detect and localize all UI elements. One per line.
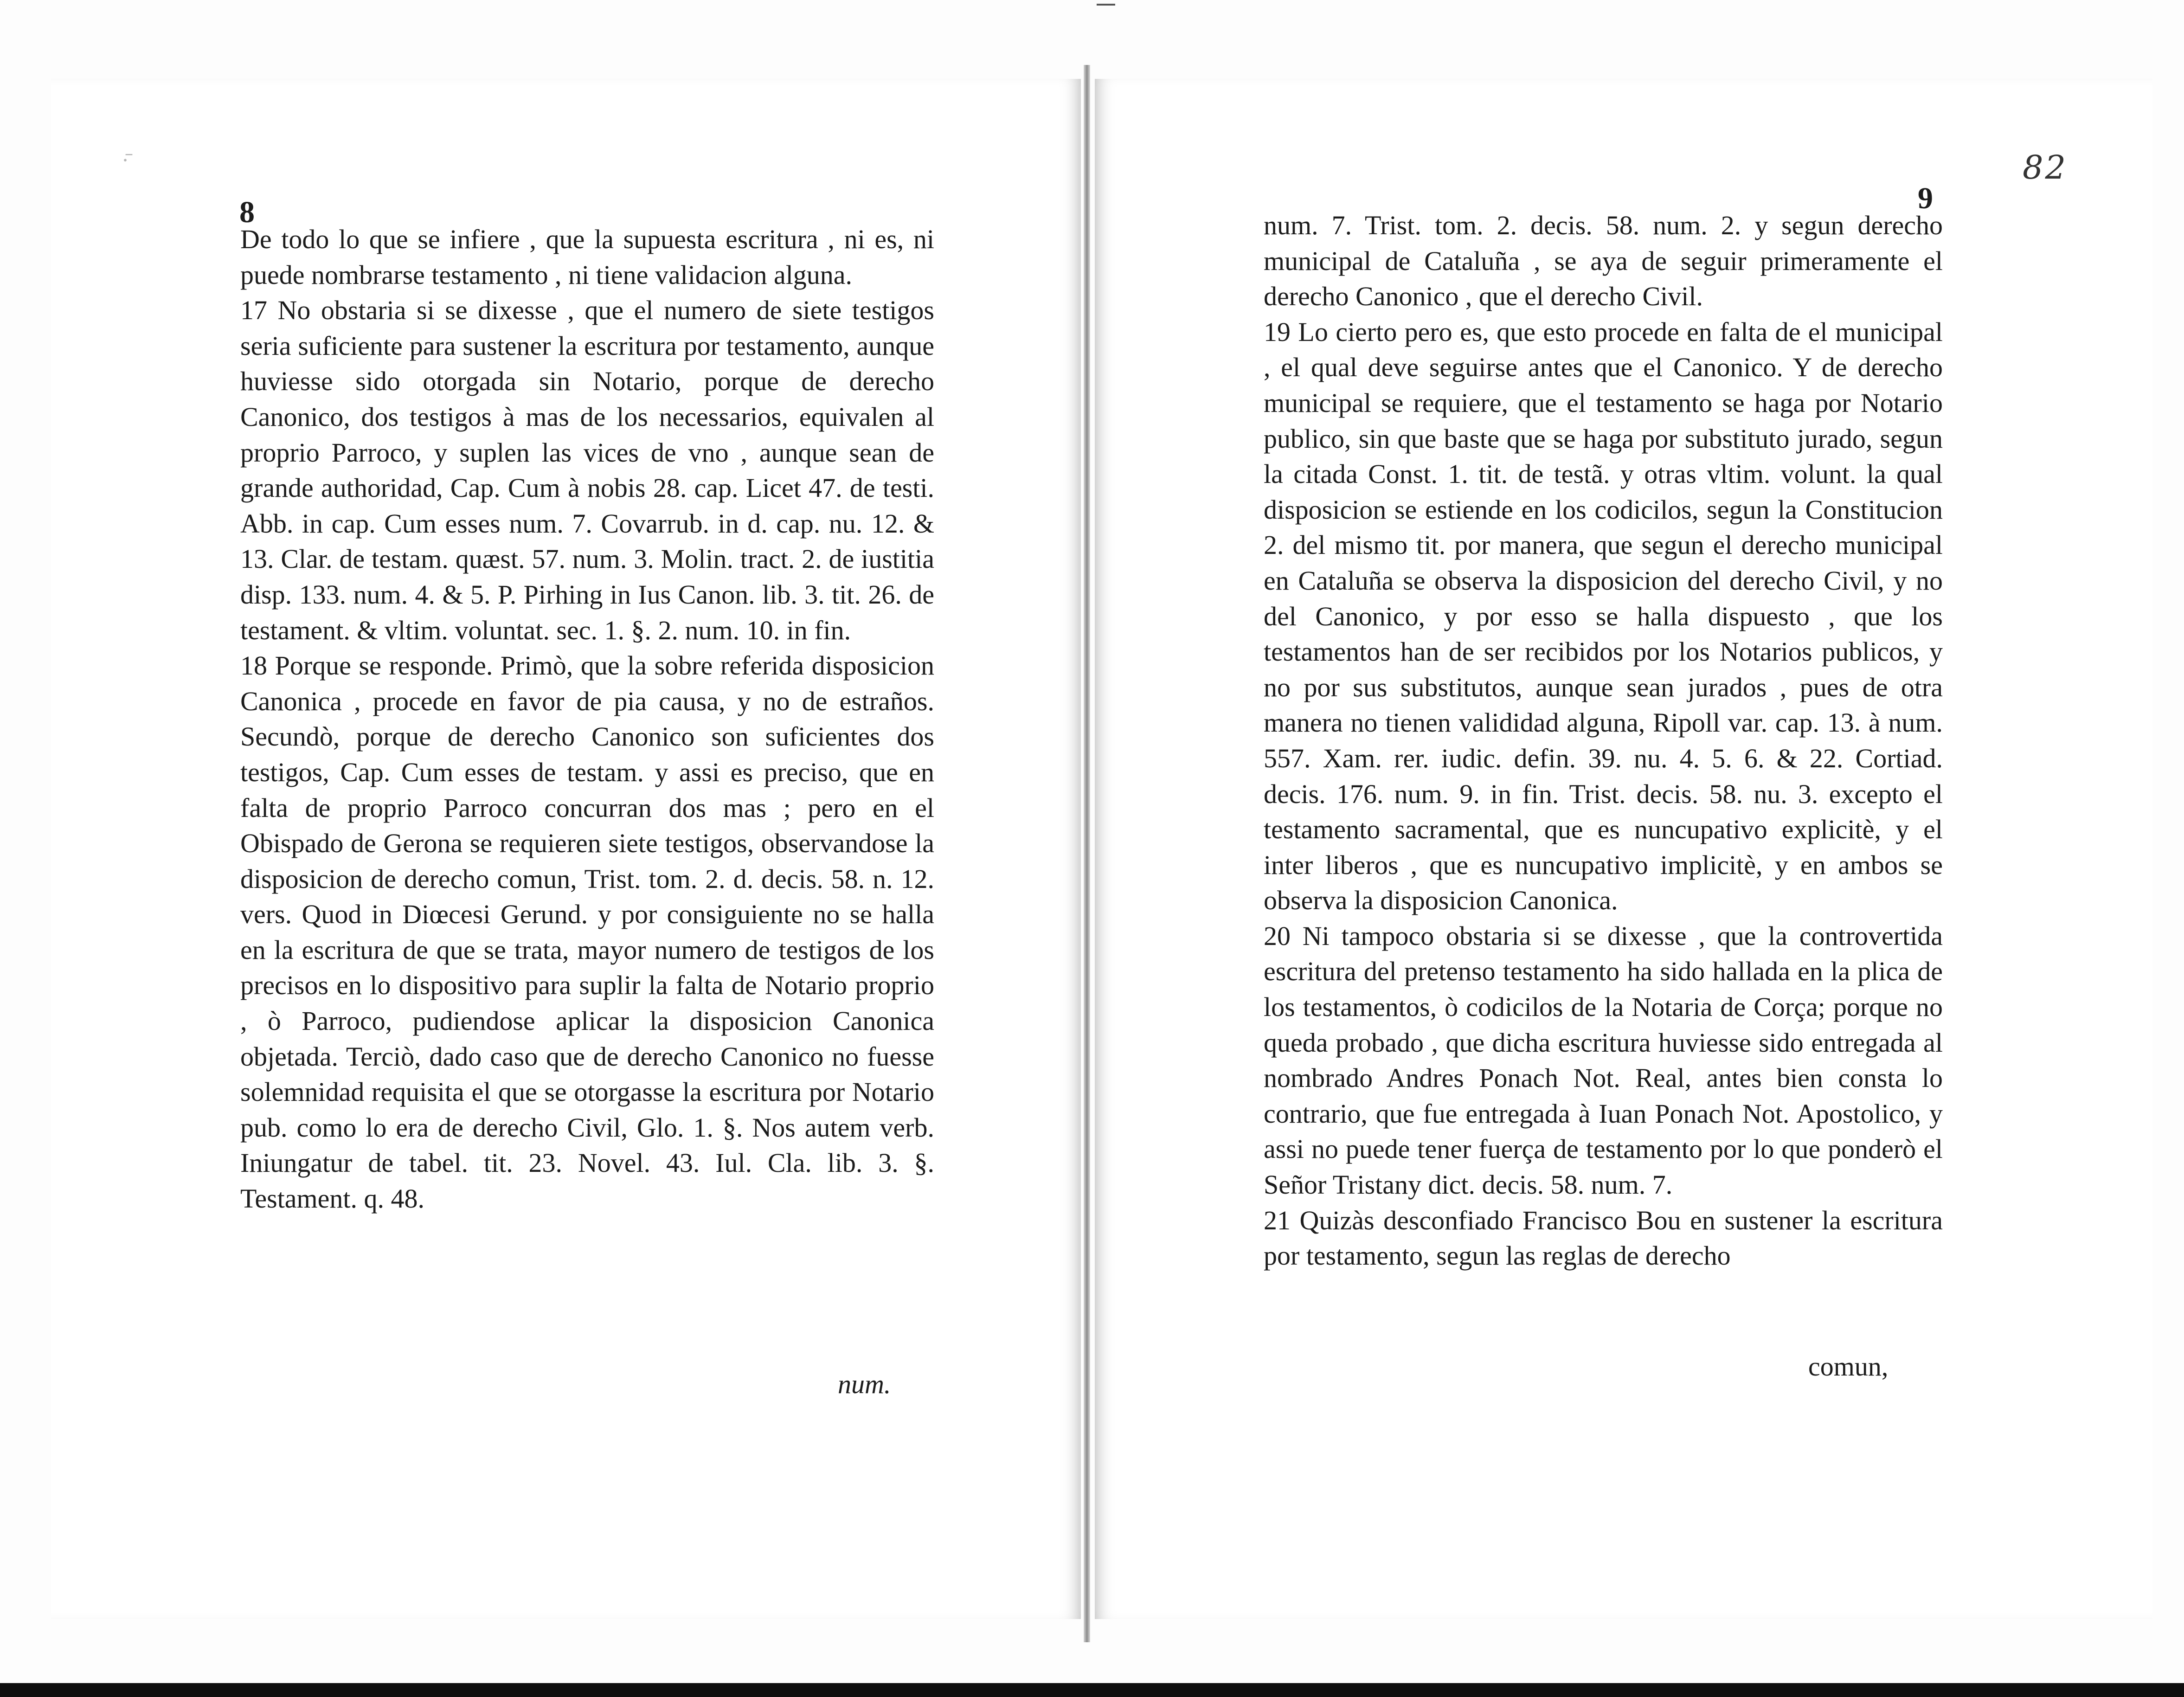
book-spine [1084, 65, 1090, 1642]
paragraph: 19 Lo cierto pero es, que esto procede en falta de el municipal , el qual deve seguirse antes que el Canonico. Y de derecho municipal se requiere, que el testamento se haga por Notario publico, sin que baste que se haga por substituto jurado, segun la citada Const. 1. tit. de testã. y otras vltim. volunt. la qual disposicion se estiende en los codicilos, segun la Constitucion 2. del mismo tit. por manera, que segun el derecho municipal en Cataluña se observa la disposicion del derecho Civil, y no del Canonico, y por esso se halla dispuesto , que los testamentos han de ser recibidos por los Notarios publicos, y no por sus substitutos, aunque sean jurados , pues de otra manera no tienen valididad alguna, Ripoll var. cap. 13. à num. 557. Xam. rer. iudic. defin. 39. nu. 4. 5. 6. & 22. Cortiad. decis. 176. num. 9. in fin. Trist. decis. 58. nu. 3. excepto el testamento sacramental, que es nuncupativo explicitè, y el inter liberos , que es nuncupativo implicitè, y en ambos se observa la disposicion Canonica. [1264, 316, 1943, 916]
corner-smudge: ·̄ [122, 148, 129, 173]
left-catchword: num. [838, 1369, 891, 1399]
right-page-number: 9 [1918, 181, 1933, 215]
right-catchword: comun, [1808, 1351, 1889, 1382]
paragraph: 20 Ni tampoco obstaria si se dixesse , que la controvertida escritura del pretenso testamento ha sido hallada en la plica de los testamentos, ò codicilos de la Notaria de Corça; porque no queda probado , que dicha escritura huviesse sido entregada al nombrado Andres Ponach Not. Real, antes bien consta lo contrario, que fue entregada à Iuan Ponach Not. Apostolico, y assi no puede tener fuerça de testamento por lo que ponderò el Señor Tristany dict. decis. 58. num. 7. [1264, 920, 1943, 1200]
left-page-text [240, 222, 934, 1217]
handwritten-folio-note: 82 [2023, 148, 2068, 186]
paragraph: De todo lo que se infiere , que la supuesta escritura , ni es, ni puede nombrarse testamento , ni tiene validacion alguna. [240, 224, 934, 290]
scan-top-mark [1097, 4, 1115, 6]
paragraph: 21 Quizàs desconfiado Francisco Bou en sustener la escritura por testamento, segun las reglas de derecho [1264, 1205, 1943, 1271]
paragraph: num. 7. Trist. tom. 2. decis. 58. num. 2. y segun derecho municipal de Cataluña , se aya de seguir primeramente el derecho Canonico , que el derecho Civil. [1264, 210, 1943, 312]
paragraph: 17 No obstaria si se dixesse , que el numero de siete testigos seria suficiente para sustener la escritura por testamento, aunque huviesse sido otorgada sin Notario, porque de derecho Canonico, dos testigos à mas de los necessarios, equivalen al proprio Parroco, y suplen las vices de vno , aunque sean de grande authoridad, Cap. Cum à nobis 28. cap. Licet 47. de testi. Abb. in cap. Cum esses num. 7. Covarrub. in d. cap. nu. 12. & 13. Clar. de testam. quæst. 57. num. 3. Molin. tract. 2. de iustitia disp. 133. num. 4. & 5. P. Pirhing in Ius Canon. lib. 3. tit. 26. de testament. & vltim. voluntat. sec. 1. §. 2. num. 10. in fin. [240, 295, 934, 645]
paragraph: 18 Porque se responde. Primò, que la sobre referida disposicion Canonica , procede en favor de pia causa, y no de estraños. Secundò, porque de derecho Canonico son suficientes dos testigos, Cap. Cum esses de testam. y assi es preciso, que en falta de proprio Parroco concurran dos mas ; pero en el Obispado de Gerona se requieren siete testigos, observandose la disposicion de derecho comun, Trist. tom. 2. d. decis. 58. n. 12. vers. Quod in Diœcesi Gerund. y por consiguiente no se halla en la escritura de que se trata, mayor numero de testigos de los precisos en lo dispositivo para suplir la falta de Notario proprio , ò Parroco, pudiendose aplicar la disposicion Canonica objetada. Terciò, dado caso que de derecho Canonico no fuesse solemnidad requisita el que se otorgasse la escritura por Notario pub. como lo era de derecho Civil, Glo. 1. §. Nos autem verb. Iniungatur de tabel. tit. 23. Novel. 43. Iul. Cla. lib. 3. §. Testament. q. 48. [240, 650, 934, 1214]
right-page-text [1264, 208, 1943, 1274]
scanner-bottom-edge [0, 1683, 2184, 1697]
left-page-number: 8 [239, 195, 255, 229]
